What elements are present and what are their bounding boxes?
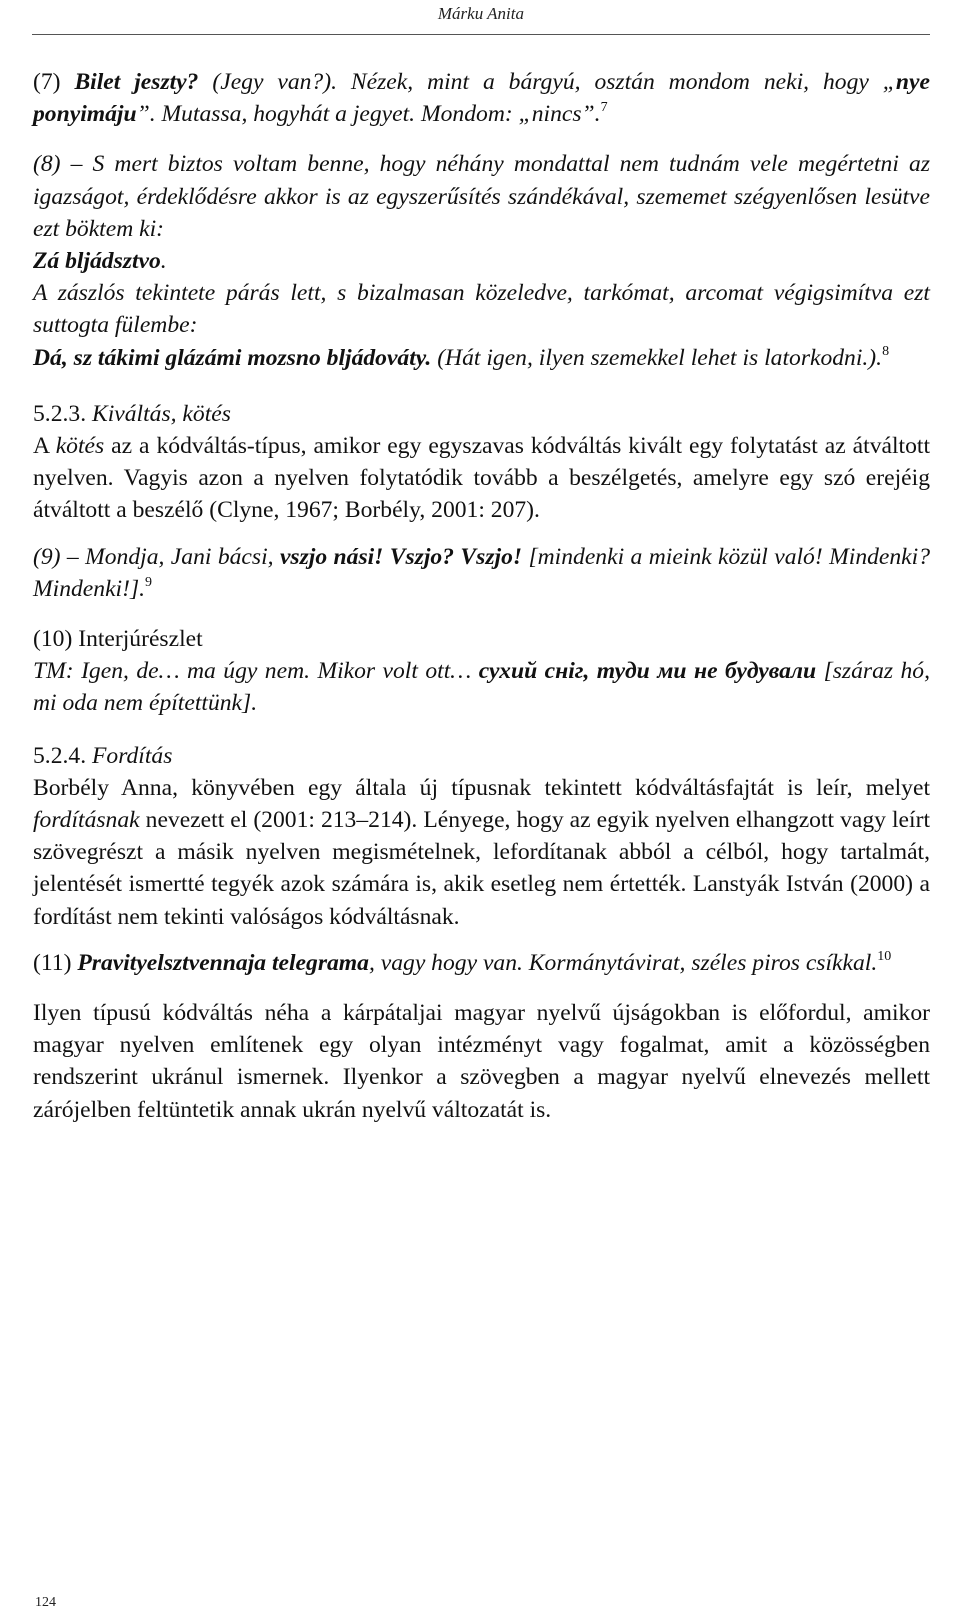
running-head: Márku Anita [437,4,524,23]
final-paragraph: Ilyen típusú kódváltás néha a kárpátaljai magyar nyelvű újságokban is előfordul, amikor magyar nyelven említenek egy olyan intézményt vagy fogalmat, amit a közösségben rendszerint ukránul ismernek. Ilyenkor a szövegben a magyar nyelvű elnevezés mellett zárójelben feltüntetik annak ukrán nyelvű változatát is. [33,1000,930,1123]
example-9: (9) – Mondja, Jani bácsi, vszjo nási! Vszjo? Vszjo! [mindenki a mieink közül való! Mindenki? Mindenki!].$^9$ [33,543,931,602]
example-8-quote-1: Zá bljádsztvo. [33,248,167,275]
example-8-intro: (8) – S mert biztos voltam benne, hogy néhány mondattal nem tudnám vele megértetni az igazságot, érdeklődésre akkor is az egyszerűsítés szándékával, szememet szégyenlősen lesütve ezt böktem ki: [33,151,930,242]
footnote-ref-10[interactable]: 10 [877,948,892,964]
page-number: 124 [35,1595,56,1610]
example-10-title: (10) Interjúrészlet [33,626,203,653]
header-rule [32,34,930,35]
example-7: (7) Bilet jeszty? (Jegy van?). Nézek, mint a bárgyú, osztán mondom neki, hogy „nye ponyimáju”. Mutassa, hogyhát a jegyet. Mondom: „nincs”.$^7$ [33,69,930,128]
example-8-quote-2: Dá, sz tákimi glázámi mozsno bljádováty. (Hát igen, ilyen szemekkel lehet is latorkodni.).$^8$ [33,343,890,371]
page-body [33,66,930,1126]
section-heading-5-2-4: 5.2.4. Fordítás [33,742,173,769]
footnote-ref-9[interactable]: 9 [145,574,153,590]
example-11: (11) Pravityelsztvennaja telegrama, vagy hogy van. Kormánytávirat, széles piros csíkkal.$^{10}$ [33,948,892,976]
section-heading-5-2-3: 5.2.3. Kiváltás, kötés [33,400,231,427]
example-10-interview: TM: Igen, de… ma úgy nem. Mikor volt ott… сухий сніг, туди ми не будували [száraz hó, mi oda nem építettünk]. [33,658,930,717]
example-8-narration: A zászlós tekintete párás lett, s bizalmasan közeledve, tarkómat, arcomat végigsimítva ezt suttogta fülembe: [33,280,930,339]
section-5-2-3-paragraph: A kötés az a kódváltás-típus, amikor egy egyszavas kódváltás kivált egy folytatást az átváltott nyelven. Vagyis azon a nyelven folytatódik tovább a beszélgetés, amelyre egy szó erejéig átváltott a beszélő (Clyne, 1967; Borbély, 2001: 207). [33,433,930,524]
section-5-2-4-paragraph: Borbély Anna, könyvében egy általa új típusnak tekintett kódváltásfajtát is leír, melyet fordításnak nevezett el (2001: 213–214). Lényege, hogy az egyik nyelven elhangzott vagy leírt szövegrészt a másik nyelven megismételnek, lefordítanak abból a célból, hogy tartalmát, jelentését ismertté tegyék azok számára is, akik esetleg nem értették. Lanstyák István (2000) a fordítást nem tekinti valóságos kódváltásnak. [33,774,930,930]
footnote-ref-8[interactable]: 8 [882,343,890,359]
footnote-ref-7[interactable]: 7 [600,100,608,116]
